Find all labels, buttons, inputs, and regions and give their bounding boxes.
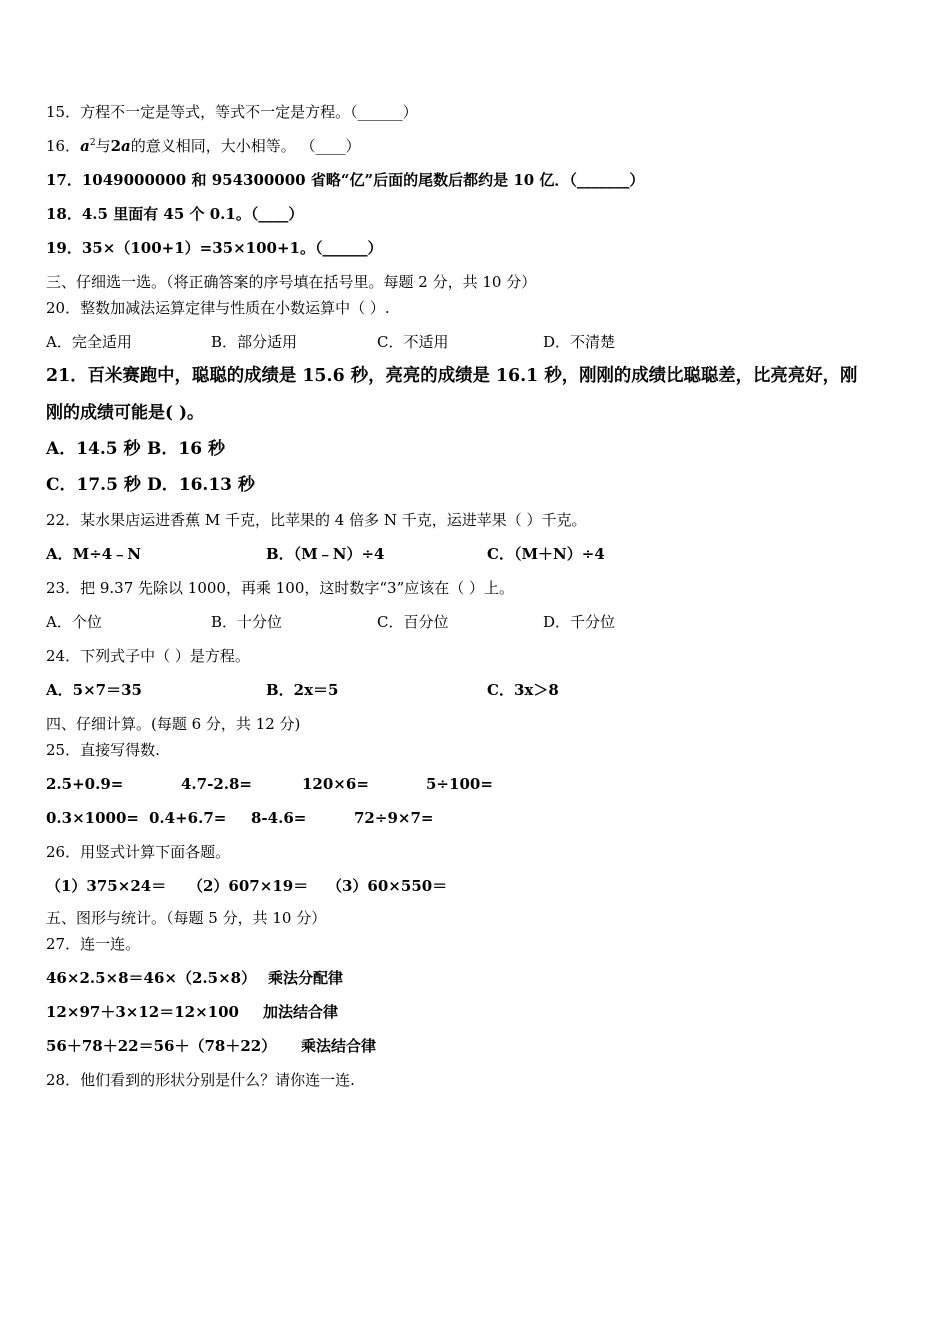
q25-item: 72÷9×7= — [354, 809, 434, 827]
question-text: 某水果店运进香蕉 M 千克，比苹果的 4 倍多 N 千克，运进苹果（ ）千克。 — [80, 511, 587, 529]
q27-right-2: 加法结合律 — [263, 1003, 339, 1021]
q27-left-3: 56＋78＋22＝56＋（78＋22） — [46, 1037, 277, 1055]
question-text: 连一连。 — [80, 935, 141, 953]
q20-option-b: B．部分适用 — [211, 333, 298, 351]
variable-a: a — [80, 137, 90, 155]
question-23 — [46, 578, 514, 598]
question-number: 20． — [46, 299, 81, 317]
q25-item: 0.4+6.7= — [149, 809, 227, 827]
question-number: 24． — [46, 647, 81, 665]
q25-item: 4.7-2.8= — [181, 775, 252, 793]
question-text: 直接写得数. — [80, 741, 160, 759]
q25-item: 8-4.6= — [251, 809, 307, 827]
q24-option-c: C．3x＞8 — [487, 681, 559, 699]
q24-option-b: B．2x＝5 — [266, 681, 339, 699]
q23-option-a: A．个位 — [46, 613, 102, 631]
question-27 — [46, 934, 140, 954]
question-text: 35×（100+1）=35×100+1。（______） — [81, 239, 383, 257]
question-18 — [46, 204, 303, 224]
question-text: 把 9.37 先除以 1000，再乘 100，这时数字“3”应该在（ ）上。 — [80, 579, 515, 597]
question-21-line1: 21．百米赛跑中，聪聪的成绩是 15.6 秒，亮亮的成绩是 16.1 秒，刚刚的成绩比聪聪差，比亮亮好，刚 — [46, 366, 858, 386]
q27-left-2: 12×97＋3×12＝12×100 — [46, 1003, 239, 1021]
q22-option-b: B．（M﹣N）÷4 — [266, 545, 385, 563]
question-number: 17． — [46, 171, 82, 189]
q27-right-1: 乘法分配律 — [268, 969, 344, 987]
question-number: 26． — [46, 843, 81, 861]
question-text: 方程不一定是等式，等式不一定是方程。（______） — [80, 103, 418, 121]
q27-left-1: 46×2.5×8＝46×（2.5×8） — [46, 969, 257, 987]
connector-text: 与 — [95, 137, 111, 155]
q20-option-d: D．不清楚 — [543, 333, 616, 351]
question-21-line2: 刚的成绩可能是( )。 — [46, 403, 205, 423]
q21-option-a: A．14.5 秒 — [46, 439, 141, 459]
question-28 — [46, 1070, 355, 1090]
q25-item: 5÷100= — [426, 775, 493, 793]
q20-option-c: C．不适用 — [377, 333, 449, 351]
q25-item: 2.5+0.9= — [46, 775, 124, 793]
question-number: 15． — [46, 103, 81, 121]
question-text: 下列式子中（ ）是方程。 — [80, 647, 250, 665]
q25-item: 0.3×1000= — [46, 809, 139, 827]
question-number: 27． — [46, 935, 81, 953]
question-text: 他们看到的形状分别是什么？请你连一连. — [80, 1071, 355, 1089]
q23-option-c: C．百分位 — [377, 613, 449, 631]
variable-a2: a — [121, 137, 131, 155]
q26-item-3: （3）60×550＝ — [327, 877, 448, 895]
question-26 — [46, 842, 230, 862]
q26-item-2: （2）607×19＝ — [188, 877, 309, 895]
question-19 — [46, 238, 382, 258]
exponent: 2 — [89, 138, 96, 148]
q23-option-b: B．十分位 — [211, 613, 283, 631]
q21-option-d: D．16.13 秒 — [147, 475, 255, 495]
question-text: 用竖式计算下面各题。 — [80, 843, 231, 861]
q24-option-a: A．5×7＝35 — [46, 681, 142, 699]
q21-option-c: C．17.5 秒 — [46, 475, 141, 495]
question-text: 4.5 里面有 45 个 0.1。（____） — [81, 205, 304, 223]
question-20 — [46, 298, 390, 318]
question-text: 的意义相同，大小相等。 （____） — [130, 137, 361, 155]
question-number: 28． — [46, 1071, 81, 1089]
question-24 — [46, 646, 250, 666]
question-number: 16． — [46, 137, 81, 155]
question-number: 18． — [46, 205, 82, 223]
question-number: 25． — [46, 741, 81, 759]
question-text: 整数加减法运算定律与性质在小数运算中（ ）. — [80, 299, 390, 317]
question-17 — [46, 170, 644, 190]
question-number: 22． — [46, 511, 81, 529]
q25-item: 120×6= — [302, 775, 369, 793]
question-22 — [46, 510, 587, 530]
question-16 — [46, 136, 361, 156]
q23-option-d: D．千分位 — [543, 613, 616, 631]
q21-option-b: B．16 秒 — [147, 439, 225, 459]
section-3-heading: 三、仔细选一选。（将正确答案的序号填在括号里。每题 2 分，共 10 分） — [46, 273, 537, 291]
q27-right-3: 乘法结合律 — [301, 1037, 377, 1055]
question-25 — [46, 740, 160, 760]
question-number: 23． — [46, 579, 81, 597]
section-4-heading: 四、仔细计算。(每题 6 分，共 12 分) — [46, 715, 301, 733]
question-text: 1049000000 和 954300000 省略“亿”后面的尾数后都约是 10 亿．（_______） — [81, 171, 645, 189]
q22-option-c: C．（M＋N）÷4 — [487, 545, 605, 563]
q22-option-a: A．M÷4﹣N — [46, 545, 141, 563]
section-5-heading: 五、图形与统计。（每题 5 分，共 10 分） — [46, 909, 327, 927]
question-15 — [46, 102, 418, 122]
q26-item-1: （1）375×24＝ — [46, 877, 167, 895]
question-number: 19． — [46, 239, 82, 257]
q20-option-a: A．完全适用 — [46, 333, 132, 351]
coefficient: 2 — [110, 137, 122, 155]
